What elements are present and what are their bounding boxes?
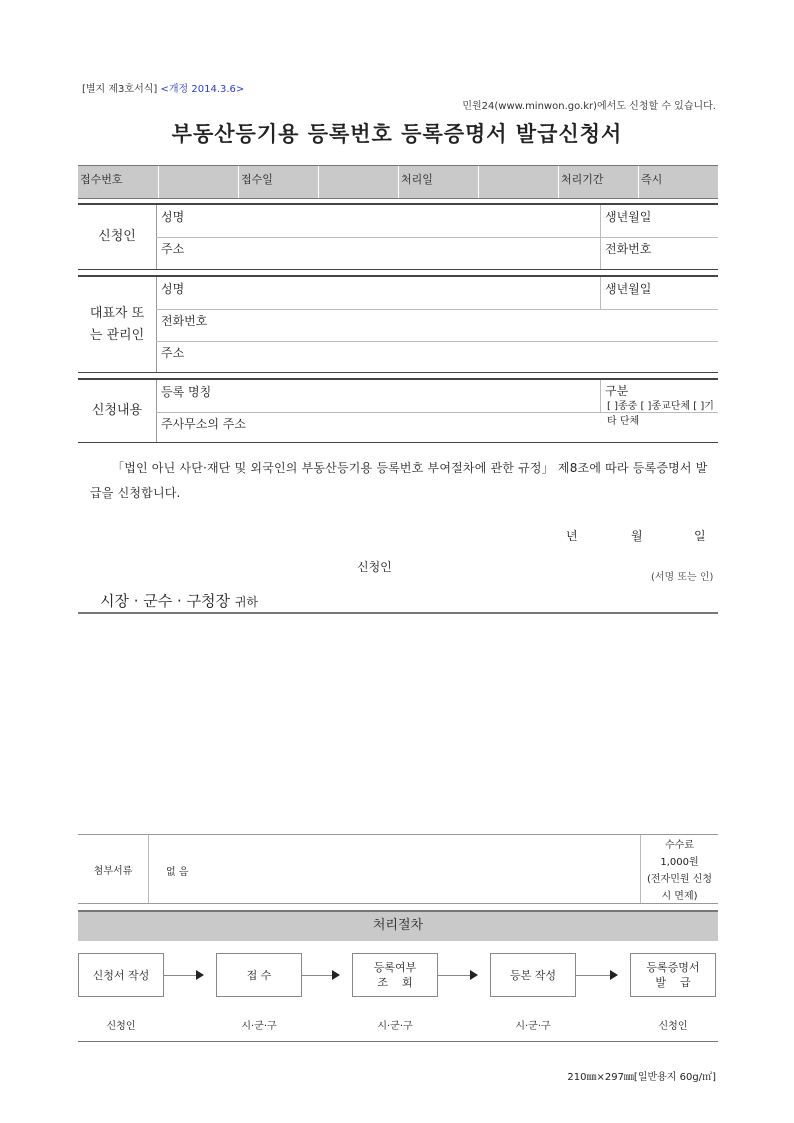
application-statement: 「법인 아닌 사단·재단 및 외국인의 부동산등기용 등록번호 부여절차에 관한 규정」 제8조에 따라 등록증명서 발급을 신청합니다. [90,461,708,500]
date-day[interactable]: 일 [694,529,706,543]
step-2-label: 접 수 [246,968,272,982]
receipt-no-field[interactable] [158,166,238,198]
step-3-label: 등록여부 조 회 [373,961,417,989]
step-2-box [216,953,302,997]
step-4-actor: 시·군·구 [515,1021,551,1032]
form-code [82,80,244,95]
arrow-head-3 [470,970,478,980]
addressee [100,590,258,611]
arrow-head-4 [610,970,618,980]
applicant-section [78,203,718,270]
applicant-row-2 [156,237,718,269]
receipt-no-label: 접수번호 [80,173,123,186]
representative-section [78,275,718,373]
paper-spec: 210㎜×297㎜[일반용지 60g/㎡] [567,1072,716,1083]
applicant-phone-field[interactable]: 전화번호 [605,242,652,256]
step-1-box [78,953,164,997]
step-3-box [352,953,438,997]
arrow-line-1 [164,975,196,976]
form-number: [별지 제3호서식] [82,84,158,95]
arrow-line-3 [438,975,470,976]
arrow-head-2 [332,970,340,980]
procedure-title: 처리절차 [78,910,718,941]
representative-label-line1: 대표자 또 [89,305,145,321]
representative-label-line2: 는 관리인 [89,327,145,343]
representative-row-2 [156,309,718,342]
receipt-bar [78,165,718,199]
arrow-line-4 [576,975,610,976]
applicant-address-field[interactable]: 주소 [161,242,185,256]
office-address-field[interactable]: 주사무소의 주소 [161,417,246,431]
date-month[interactable]: 월 [631,529,643,543]
fee-amount: 1,000원 [660,857,699,868]
applicant-row-1 [156,205,718,238]
representative-birth-field[interactable]: 생년월일 [605,282,652,296]
attachments-label: 첨부서류 [78,835,149,903]
step-1-actor: 신청인 [106,1021,136,1032]
step-4-box [490,953,576,997]
representative-row-3 [156,341,718,373]
page-title: 부동산등기용 등록번호 등록증명서 발급신청서 [171,122,623,146]
step-3-actor: 시·군·구 [377,1021,413,1032]
step-2-actor: 시·군·구 [241,1021,277,1032]
applicant-signature-label: 신청인 [357,560,392,574]
bottom-divider [78,1041,718,1042]
applicant-birth-field[interactable]: 생년월일 [605,210,652,224]
fee-box [640,835,718,903]
signature-field[interactable]: (서명 또는 인) [651,572,714,583]
receipt-date-label: 접수일 [238,166,318,198]
divider [78,612,718,614]
receipt-date-field[interactable] [318,166,398,198]
representative-address-field[interactable]: 주소 [161,346,185,360]
step-5-box [630,953,716,997]
representative-name-field[interactable]: 성명 [161,282,185,296]
fee-title: 수수료 [665,840,694,851]
step-1-label: 신청서 작성 [92,968,150,982]
process-period-label: 처리기간 [558,166,638,198]
arrow-head-1 [196,970,204,980]
content-row-2 [156,412,718,443]
minwon-note: 민원24(www.minwon.go.kr)에서도 신청할 수 있습니다. [462,101,716,112]
representative-label [78,277,157,372]
content-label: 신청내용 [78,380,157,442]
step-5-actor: 신청인 [658,1021,688,1032]
fee-note: (전자민원 신청 시 면제) [646,874,713,902]
applicant-label: 신청인 [78,205,157,269]
process-date-field[interactable] [478,166,558,198]
content-section [78,378,718,443]
reg-name-field[interactable]: 등록 명칭 [161,385,212,399]
category-label: 구분 [605,384,629,398]
process-date-label: 처리일 [398,166,478,198]
representative-phone-field[interactable]: 전화번호 [161,314,208,328]
date-year[interactable]: 년 [566,529,578,543]
attachments-row [78,834,718,904]
process-period-value: 즉시 [638,166,718,198]
step-5-label: 등록증명서 발 급 [646,961,700,989]
arrow-line-2 [302,975,332,976]
representative-row-1 [156,277,718,310]
addressee-main: 시장 · 군수 · 구청장 [100,592,231,610]
addressee-suffix: 귀하 [234,595,259,609]
applicant-name-field[interactable]: 성명 [161,210,185,224]
step-4-label: 등본 작성 [509,968,556,982]
attachments-value: 없 음 [166,867,189,878]
category-options[interactable]: [ ]종중 [ ]종교단체 [ ]기타 단체 [607,401,714,427]
revision-date: <개정 2014.3.6> [160,84,245,95]
